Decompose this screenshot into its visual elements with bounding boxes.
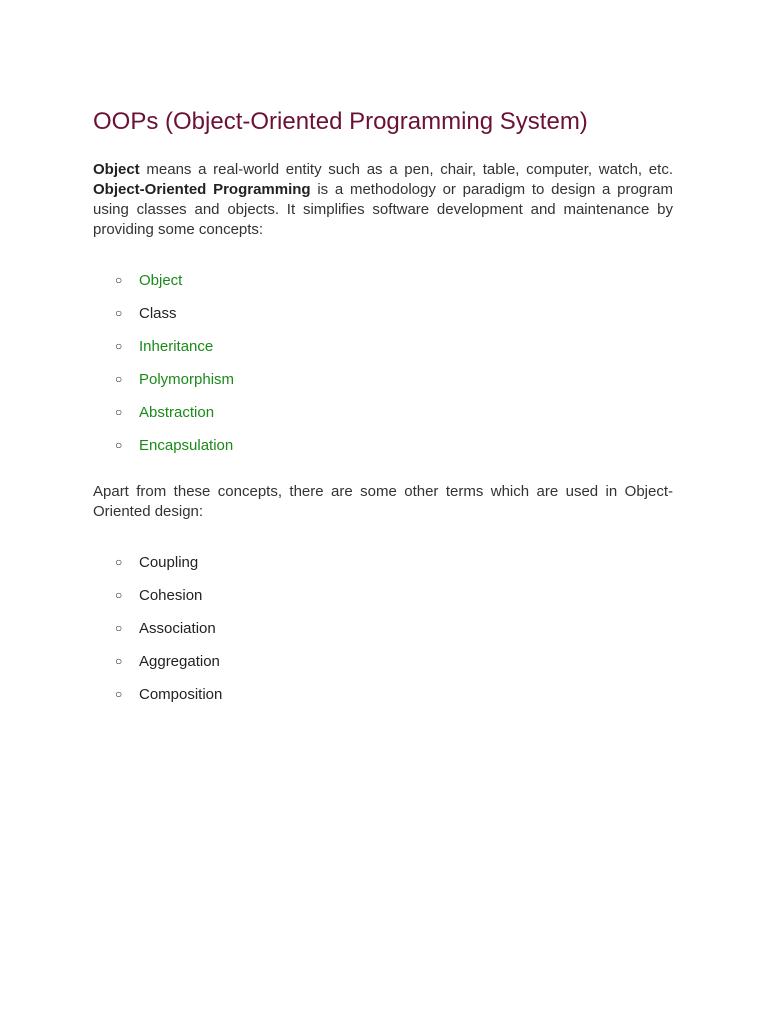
list-item	[93, 678, 673, 711]
concept-link-abstraction[interactable]: Abstraction	[139, 404, 215, 421]
term-cohesion: Cohesion	[139, 587, 203, 604]
circle-bullet-icon: ○	[115, 621, 123, 635]
term-aggregation: Aggregation	[139, 653, 220, 670]
circle-bullet-icon: ○	[115, 405, 123, 419]
term-coupling: Coupling	[139, 554, 199, 571]
list-item	[93, 429, 673, 462]
concept-link-inheritance[interactable]: Inheritance	[139, 338, 214, 355]
concept-label-class: Class	[139, 305, 177, 322]
circle-bullet-icon: ○	[115, 654, 123, 668]
list-item	[93, 546, 673, 579]
other-terms-paragraph: Apart from these concepts, there are some other terms which are used in Object-Oriented design:	[93, 483, 673, 520]
concept-link-object[interactable]: Object	[139, 272, 183, 289]
term-oop: Object-Oriented Programming	[93, 181, 311, 198]
circle-bullet-icon: ○	[115, 588, 123, 602]
document-page	[93, 104, 673, 711]
intro-paragraph	[93, 160, 673, 240]
list-item	[93, 297, 673, 330]
list-item	[93, 579, 673, 612]
list-item	[93, 363, 673, 396]
term-object: Object	[93, 161, 140, 178]
list-item	[93, 264, 673, 297]
circle-bullet-icon: ○	[115, 372, 123, 386]
list-item	[93, 330, 673, 363]
intro-text-1: means a real-world entity such as a pen, chair, table, computer, watch, etc.	[139, 161, 673, 178]
list-item	[93, 396, 673, 429]
other-terms-list	[93, 546, 673, 711]
circle-bullet-icon: ○	[115, 306, 123, 320]
circle-bullet-icon: ○	[115, 339, 123, 353]
circle-bullet-icon: ○	[115, 273, 123, 287]
list-item	[93, 645, 673, 678]
circle-bullet-icon: ○	[115, 687, 123, 701]
concepts-list	[93, 264, 673, 462]
circle-bullet-icon: ○	[115, 555, 123, 569]
list-item	[93, 612, 673, 645]
circle-bullet-icon: ○	[115, 438, 123, 452]
concept-link-encapsulation[interactable]: Encapsulation	[139, 437, 234, 454]
intro-text-2: is a methodology or paradigm to design a program using classes and objects. It simplifies software development and maintenance by providing some concepts:	[93, 181, 673, 238]
concept-link-polymorphism[interactable]: Polymorphism	[139, 371, 235, 388]
page-title: OOPs (Object-Oriented Programming System)	[93, 108, 588, 135]
term-composition: Composition	[139, 686, 223, 703]
term-association: Association	[139, 620, 216, 637]
